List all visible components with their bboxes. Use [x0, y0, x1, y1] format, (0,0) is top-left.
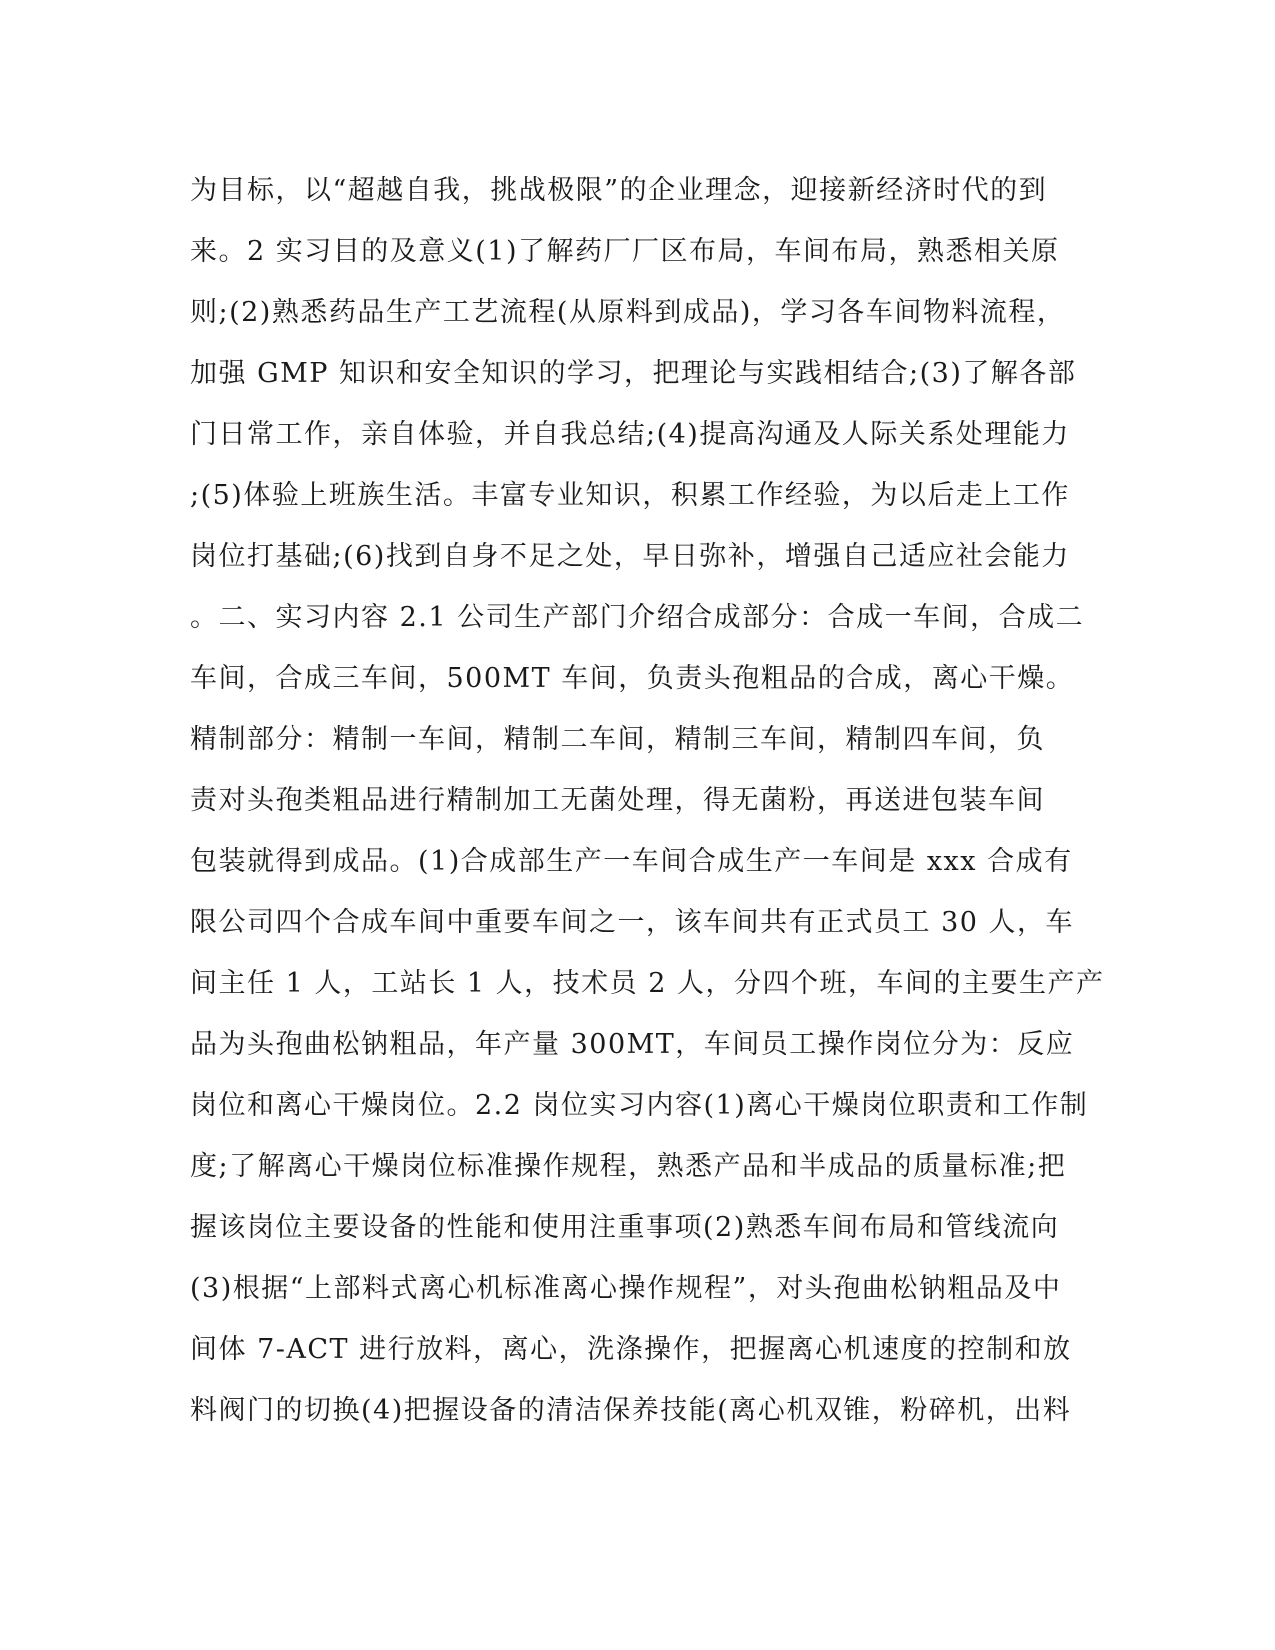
text-line: 岗位打基础;(6)找到自身不足之处，早日弥补，增强自己适应社会能力 — [190, 541, 1070, 572]
text-line: 。二、实习内容 2.1 公司生产部门介绍合成部分：合成一车间，合成二 — [190, 602, 1085, 633]
text-line: 握该岗位主要设备的性能和使用注重事项(2)熟悉车间布局和管线流向 — [190, 1212, 1060, 1243]
text-line: 门日常工作，亲自体验，并自我总结;(4)提高沟通及人际关系处理能力 — [190, 419, 1070, 450]
text-line: 为目标，以“超越自我，挑战极限”的企业理念，迎接新经济时代的到 — [190, 175, 1048, 206]
text-line: 车间，合成三车间，500MT 车间，负责头孢粗品的合成，离心干燥。 — [190, 663, 1075, 694]
text-line: (3)根据“上部料式离心机标准离心操作规程”，对头孢曲松钠粗品及中 — [190, 1273, 1062, 1304]
text-line: 加强 GMP 知识和安全知识的学习，把理论与实践相结合;(3)了解各部 — [190, 358, 1077, 389]
text-line: 料阀门的切换(4)把握设备的清洁保养技能(离心机双锥，粉碎机，出料 — [190, 1395, 1072, 1426]
text-line: 则;(2)熟悉药品生产工艺流程(从原料到成品)，学习各车间物料流程， — [190, 297, 1066, 328]
text-line: 间主任 1 人，工站长 1 人，技术员 2 人，分四个班，车间的主要生产产 — [190, 968, 1105, 999]
text-line: 品为头孢曲松钠粗品，年产量 300MT，车间员工操作岗位分为：反应 — [190, 1029, 1075, 1060]
text-line: 度;了解离心干燥岗位标准操作规程，熟悉产品和半成品的质量标准;把 — [190, 1151, 1067, 1182]
text-line: 间体 7-ACT 进行放料，离心，洗涤操作，把握离心机速度的控制和放 — [190, 1334, 1072, 1365]
text-line: 责对头孢类粗品进行精制加工无菌处理，得无菌粉，再送进包装车间 — [190, 785, 1045, 816]
body-text — [190, 160, 1105, 1441]
text-line: 包装就得到成品。(1)合成部生产一车间合成生产一车间是 xxx 合成有 — [190, 846, 1073, 877]
text-line: 岗位和离心干燥岗位。2.2 岗位实习内容(1)离心干燥岗位职责和工作制 — [190, 1090, 1089, 1121]
text-line: ;(5)体验上班族生活。丰富专业知识，积累工作经验，为以后走上工作 — [190, 480, 1070, 511]
text-line: 限公司四个合成车间中重要车间之一，该车间共有正式员工 30 人，车 — [190, 907, 1075, 938]
text-line: 精制部分：精制一车间，精制二车间，精制三车间，精制四车间，负 — [190, 724, 1045, 755]
text-line: 来。2 实习目的及意义(1)了解药厂厂区布局，车间布局，熟悉相关原 — [190, 236, 1060, 267]
